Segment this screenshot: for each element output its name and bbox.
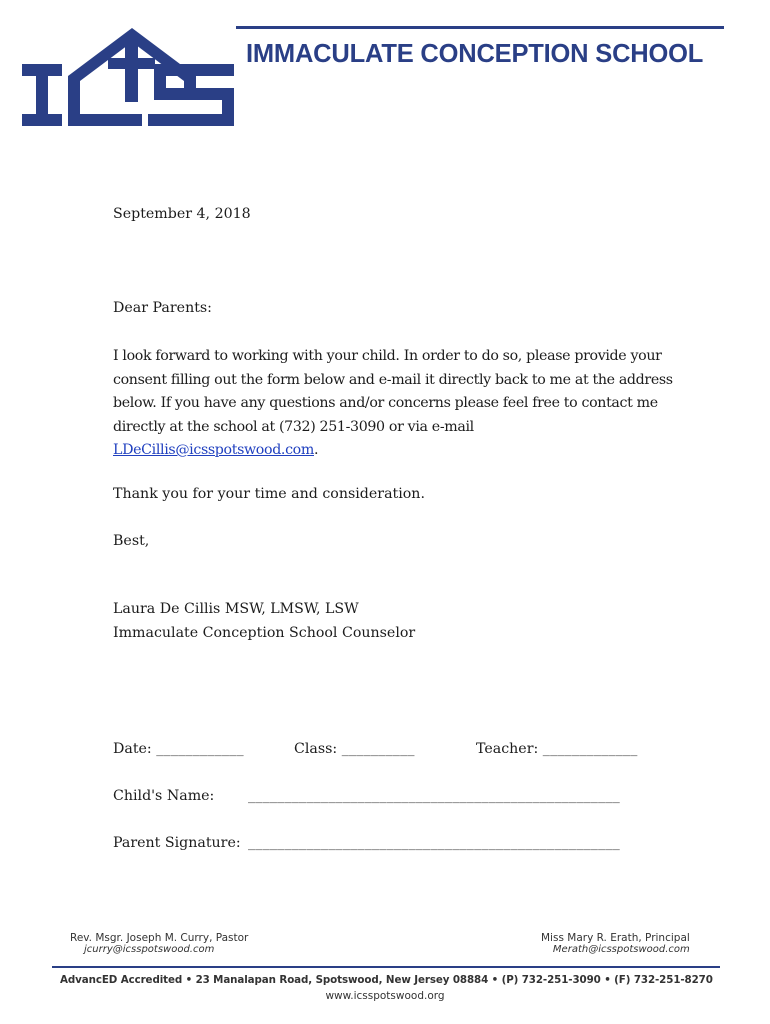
school-logo — [22, 24, 234, 132]
teacher-label: Teacher: — [476, 741, 539, 757]
letter-date: September 4, 2018 — [113, 206, 251, 222]
class-label: Class: — [294, 741, 338, 757]
parent-signature-blank[interactable]: ___________________________________________________ — [248, 835, 620, 851]
child-name-label: Child's Name: — [113, 788, 215, 804]
date-field — [113, 741, 244, 757]
footer-rule — [52, 966, 720, 968]
header-rule — [236, 26, 724, 29]
letter-thanks: Thank you for your time and consideration. — [113, 486, 425, 502]
pastor-info — [70, 932, 248, 955]
footer-website: www.icsspotswood.org — [325, 990, 445, 1002]
principal-name: Miss Mary R. Erath, Principal — [541, 932, 690, 944]
date-label: Date: — [113, 741, 152, 757]
letter-closing: Best, — [113, 533, 150, 549]
letter-body-text: I look forward to working with your child. In order to do so, please provide your consent filling out the form below and e-mail it directly back to me at the address below. If you have any questions and/or concerns please feel free to contact me directly at the school at (732) 251-3090 or via e-mail — [113, 348, 673, 435]
pastor-name: Rev. Msgr. Joseph M. Curry, Pastor — [70, 932, 249, 944]
letter-salutation: Dear Parents: — [113, 300, 212, 316]
date-blank[interactable]: ____________ — [156, 741, 244, 757]
pastor-email: jcurry@icsspotswood.com — [84, 944, 215, 955]
teacher-blank[interactable]: _____________ — [542, 741, 638, 757]
principal-info — [541, 932, 690, 955]
footer-address: AdvancED Accredited • 23 Manalapan Road, Spotswood, New Jersey 08884 • (P) 732-251-3090 • (F) 732-251-8270 — [60, 974, 713, 986]
school-name: IMMACULATE CONCEPTION SCHOOL — [246, 40, 704, 68]
teacher-field — [476, 741, 638, 757]
class-field — [294, 741, 415, 757]
principal-email: Merath@icsspotswood.com — [552, 944, 690, 955]
signer-name: Laura De Cillis MSW, LMSW, LSW — [113, 601, 359, 617]
letter-body-end: . — [313, 442, 319, 458]
counselor-email-link[interactable]: LDeCillis@icsspotswood.com — [113, 442, 314, 458]
class-blank[interactable]: __________ — [341, 741, 415, 757]
child-name-blank[interactable]: ___________________________________________________ — [248, 788, 620, 804]
letter-body — [113, 345, 673, 463]
signer-title: Immaculate Conception School Counselor — [113, 625, 416, 641]
parent-signature-label: Parent Signature: — [113, 835, 241, 851]
